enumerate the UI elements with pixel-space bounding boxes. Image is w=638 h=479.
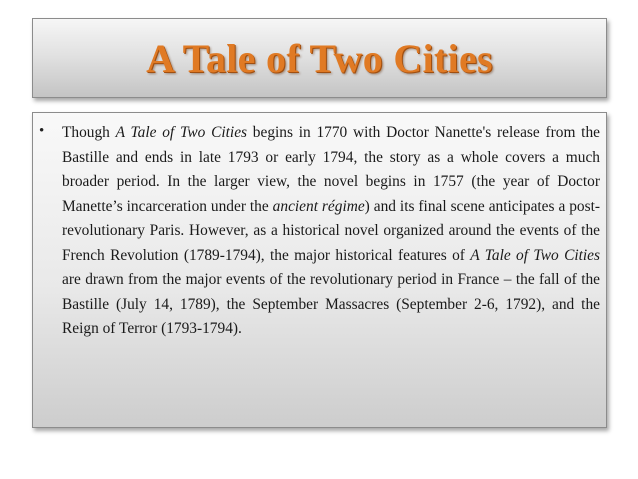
body-paragraph — [62, 121, 600, 342]
content-panel — [32, 112, 607, 428]
body-run: begins in 1770 with Doctor Nanette's release from the Bastille and ends in late 1793 or early 1794, the story as a whole covers a much broader period. In the larger view, the novel begins in 1757 (the year of Doctor Manette’s incarceration under the — [62, 124, 600, 215]
body-run: Though — [62, 124, 116, 141]
bullet-point: • — [39, 123, 45, 139]
body-run-italic: A Tale of Two Cities — [470, 246, 600, 264]
body-run: are drawn from the major events of the revolutionary period in France – the fall of the Bastille (July 14, 1789), the September Massacres (September 2-6, 1792), and the Reign of Terror (1793-1794). — [62, 271, 600, 337]
body-run: ) and its final scene anticipates a post-revolutionary Paris. However, as a historical novel organized around the events of the French Revolution (1789-1794), the major historical features of — [62, 197, 601, 264]
body-run-italic: ancient régime — [272, 197, 365, 215]
slide-title: A Tale of Two Cities — [146, 35, 493, 81]
body-run-italic: A Tale of Two Cities — [115, 124, 248, 141]
title-panel — [32, 18, 607, 98]
